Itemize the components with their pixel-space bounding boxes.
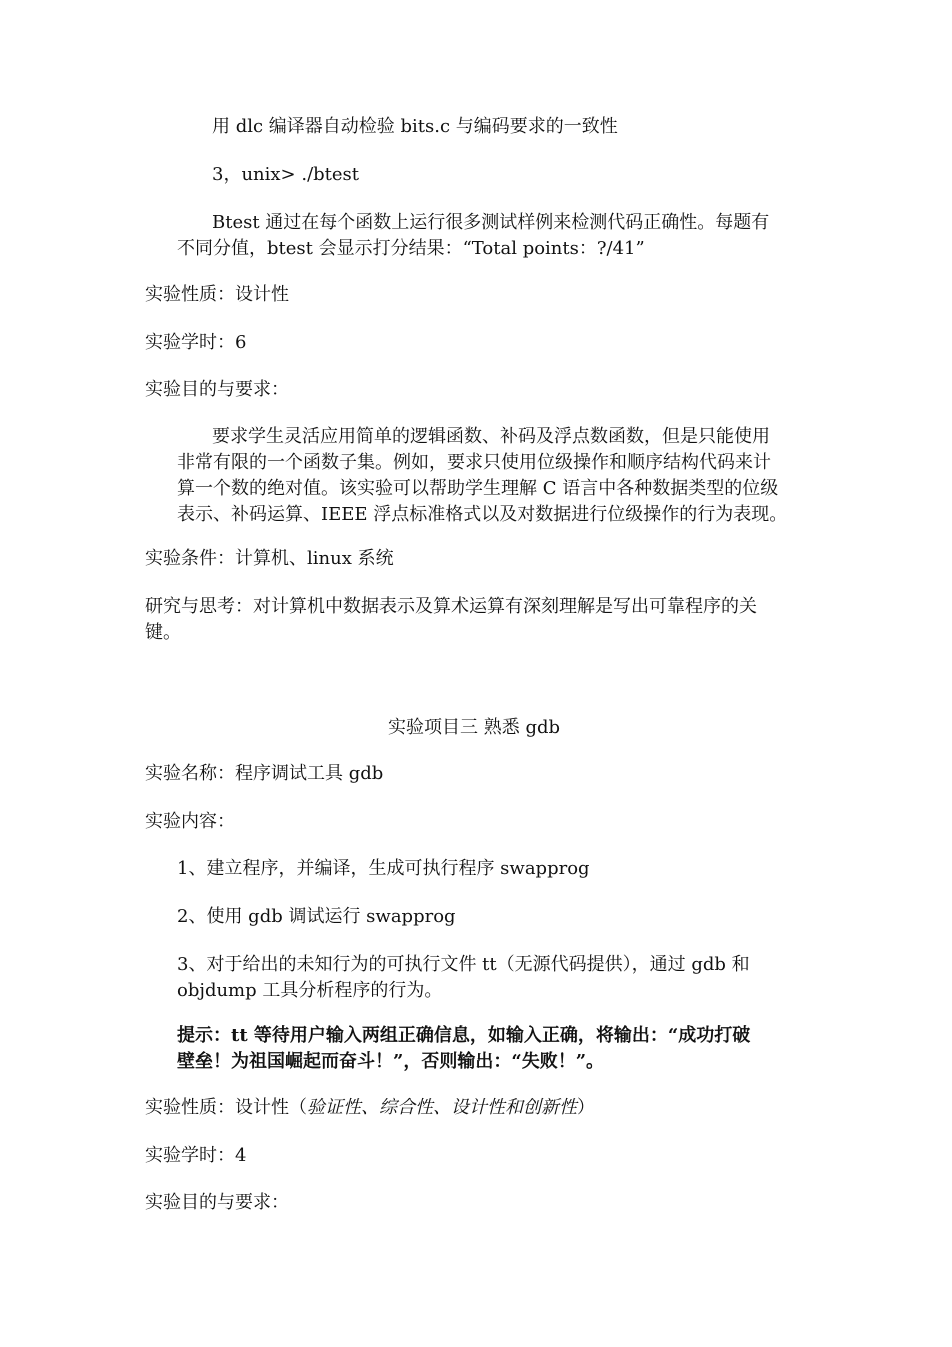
experiment-nature-2 <box>145 1096 595 1120</box>
hint-line-1: 提示：tt 等待用户输入两组正确信息，如输入正确，将输出：“成功打破 <box>177 1025 751 1046</box>
experiment-name: 实验名称：程序调试工具 gdb <box>145 763 384 784</box>
research-line-2: 键。 <box>145 622 181 643</box>
nature-prefix: 实验性质：设计性（ <box>145 1097 307 1118</box>
hint-line-2: 壁垒！为祖国崛起而奋斗！”，否则输出：“失败！”。 <box>177 1051 605 1072</box>
section-title: 实验项目三 熟悉 gdb <box>388 717 561 738</box>
goal-line-1: 要求学生灵活应用简单的逻辑函数、补码及浮点数函数，但是只能使用 <box>212 426 770 447</box>
nature-italic: 验证性、综合性、设计性和创新性 <box>307 1097 577 1118</box>
experiment-hours-2: 实验学时：4 <box>145 1145 247 1166</box>
experiment-conditions: 实验条件：计算机、linux 系统 <box>145 548 394 569</box>
experiment-nature: 实验性质：设计性 <box>145 284 289 305</box>
goal-line-3: 算一个数的绝对值。该实验可以帮助学生理解 C 语言中各种数据类型的位级 <box>177 478 779 499</box>
research-line-1: 研究与思考：对计算机中数据表示及算术运算有深刻理解是写出可靠程序的关 <box>145 596 757 617</box>
goal-line-2: 非常有限的一个函数子集。例如，要求只使用位级操作和顺序结构代码来计 <box>177 452 771 473</box>
experiment-hours: 实验学时：6 <box>145 332 247 353</box>
btest-description-line-2: 不同分值，btest 会显示打分结果：“Total points：?/41” <box>177 238 645 259</box>
nature-suffix: ） <box>577 1097 595 1118</box>
dlc-check-line: 用 dlc 编译器自动检验 bits.c 与编码要求的一致性 <box>212 116 618 137</box>
content-item-1: 1、建立程序，并编译，生成可执行程序 swapprog <box>177 858 590 879</box>
goal-label: 实验目的与要求： <box>145 379 289 400</box>
content-item-3-line-1: 3、对于给出的未知行为的可执行文件 tt（无源代码提供），通过 gdb 和 <box>177 954 750 975</box>
content-item-2: 2、使用 gdb 调试运行 swapprog <box>177 906 456 927</box>
goal-line-4: 表示、补码运算、IEEE 浮点标准格式以及对数据进行位级操作的行为表现。 <box>177 504 788 525</box>
btest-description-line-1: Btest 通过在每个函数上运行很多测试样例来检测代码正确性。每题有 <box>212 212 770 233</box>
goal-label-2: 实验目的与要求： <box>145 1192 289 1213</box>
content-item-3-line-2: objdump 工具分析程序的行为。 <box>177 980 443 1001</box>
btest-command: 3，unix> ./btest <box>212 164 360 185</box>
content-label: 实验内容： <box>145 811 235 832</box>
